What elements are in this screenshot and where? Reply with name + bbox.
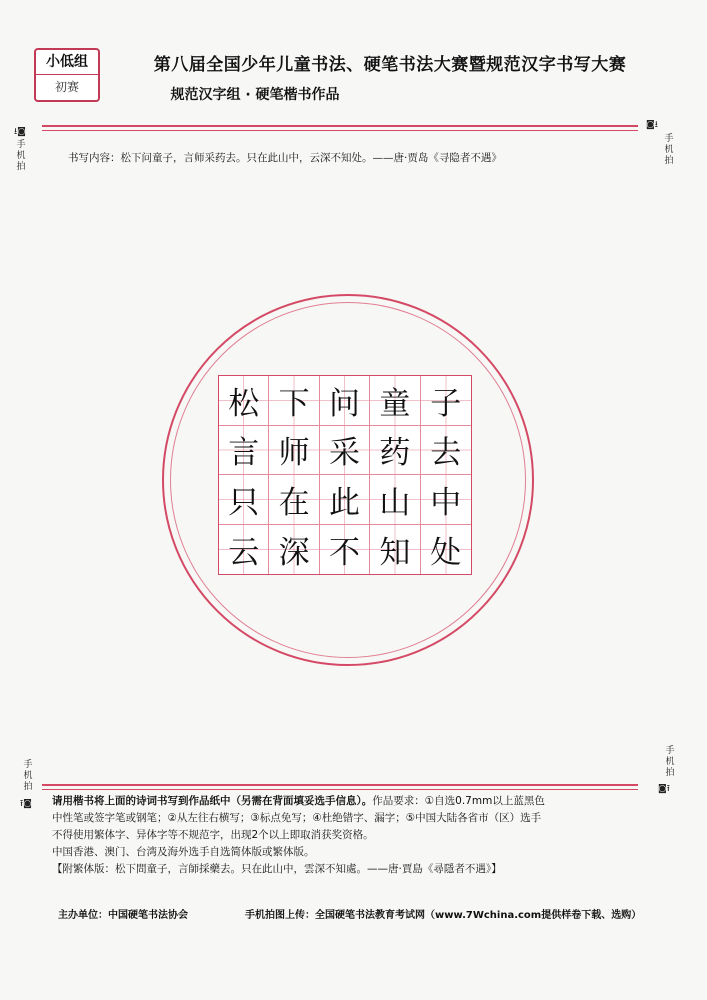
grid-cell: 此 bbox=[320, 475, 370, 525]
grid-cell: 采 bbox=[320, 426, 370, 476]
upload-text: 手机拍图上传：全国硬笔书法教育考试网（www.7Wchina.com提供样卷下载、选购） bbox=[245, 910, 642, 921]
instruction-line-4: 中国香港、澳门、台湾及海外选手自选简体版或繁体版。 bbox=[52, 846, 315, 858]
grid-cell: 只 bbox=[219, 475, 269, 525]
side-label-top-right: 手机拍 bbox=[664, 134, 674, 166]
grid-cell: 言 bbox=[219, 426, 269, 476]
contest-subtitle: 规范汉字组 · 硬笔楷书作品 bbox=[170, 87, 340, 103]
grid-cell: 师 bbox=[269, 426, 319, 476]
character-grid bbox=[218, 375, 472, 575]
camera-icon: ⭳◙ bbox=[14, 127, 26, 137]
side-label-top-left: 手机拍 bbox=[16, 140, 26, 172]
grid-cell: 下 bbox=[269, 376, 319, 426]
grid-cell: 中 bbox=[421, 475, 471, 525]
instruction-requirement: 作品要求：①自选0.7mm以上蓝黑色 bbox=[372, 795, 545, 807]
badge-group-label: 小低组 bbox=[36, 50, 98, 75]
camera-icon: ⭱◙ bbox=[20, 799, 32, 809]
group-badge bbox=[34, 48, 100, 102]
grid-cell: 不 bbox=[320, 525, 370, 575]
grid-cell: 深 bbox=[269, 525, 319, 575]
bottom-rule bbox=[42, 784, 638, 786]
grid-cell: 药 bbox=[370, 426, 420, 476]
grid-cell: 处 bbox=[421, 525, 471, 575]
writing-content: 书写内容：松下问童子，言师采药去。只在此山中，云深不知处。——唐·贾岛《寻隐者不遇》 bbox=[68, 152, 502, 164]
grid-cell: 去 bbox=[421, 426, 471, 476]
camera-icon: ◙⭱ bbox=[658, 784, 670, 794]
grid-cell: 云 bbox=[219, 525, 269, 575]
grid-cell: 在 bbox=[269, 475, 319, 525]
instructions bbox=[52, 793, 672, 878]
contest-title: 第八届全国少年儿童书法、硬笔书法大赛暨规范汉字书写大赛 bbox=[153, 55, 627, 75]
instruction-line-2: 中性笔或签字笔或钢笔；②从左往右横写；③标点免写；④杜绝错字、漏字；⑤中国大陆各省市（区）选手 bbox=[52, 812, 542, 824]
grid-cell: 童 bbox=[370, 376, 420, 426]
grid-cell: 松 bbox=[219, 376, 269, 426]
instruction-line-3: 不得使用繁体字、异体字等不规范字，出现2个以上即取消获奖资格。 bbox=[52, 829, 374, 841]
grid-cell: 子 bbox=[421, 376, 471, 426]
side-label-bottom-right: 手机拍 bbox=[665, 746, 675, 778]
instruction-line-1 bbox=[52, 793, 672, 810]
grid-cell: 问 bbox=[320, 376, 370, 426]
camera-icon: ◙⭳ bbox=[646, 120, 658, 130]
instruction-lead: 请用楷书将上面的诗词书写到作品纸中（另需在背面填妥选手信息）。 bbox=[52, 795, 373, 807]
instruction-line-5: 【附繁体版：松下問童子，言師採藥去。只在此山中，雲深不知處。——唐·賈島《尋隱者不遇》】 bbox=[52, 863, 502, 875]
organizer-text: 主办单位：中国硬笔书法协会 bbox=[58, 910, 188, 921]
top-rule bbox=[42, 125, 638, 127]
badge-round-label: 初赛 bbox=[54, 80, 79, 94]
grid-cell: 山 bbox=[370, 475, 420, 525]
top-rule-inner bbox=[42, 130, 638, 131]
bottom-rule-inner bbox=[42, 789, 638, 790]
grid-cell: 知 bbox=[370, 525, 420, 575]
side-label-bottom-left: 手机拍 bbox=[23, 760, 33, 792]
